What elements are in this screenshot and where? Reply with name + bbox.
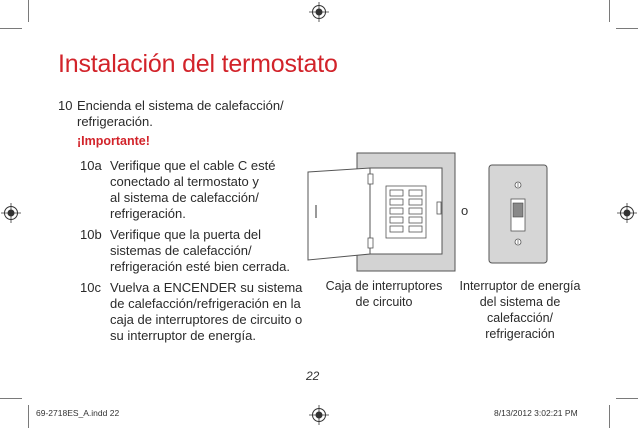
switch-caption-line: refrigeración — [485, 327, 555, 341]
crop-mark — [616, 398, 638, 399]
footer-filename: 69-2718ES_A.indd 22 — [36, 408, 120, 418]
substep-number: 10c — [80, 280, 101, 295]
substep-text-line: Verifique que la puerta del — [110, 227, 262, 242]
breaker-caption-line: de circuito — [355, 295, 413, 309]
light-switch-illustration — [486, 163, 552, 267]
substep-text-line: su interruptor de energía. — [110, 328, 256, 343]
registration-mark-icon — [617, 203, 637, 223]
step-number: 10 — [58, 98, 73, 113]
substep-text-line: Verifique que el cable C esté — [110, 158, 276, 173]
substep-text-line: conectado al termostato y — [110, 174, 259, 189]
substep-number: 10b — [80, 227, 102, 242]
substep-text-line: refrigeración esté bien cerrada. — [110, 259, 290, 274]
page-title: Instalación del termostato — [58, 50, 338, 78]
step-text-line: Encienda el sistema de calefacción/ — [77, 98, 284, 113]
breaker-box-illustration — [300, 150, 460, 275]
crop-mark — [0, 398, 22, 399]
important-label: ¡Importante! — [77, 134, 150, 148]
crop-mark — [609, 0, 610, 22]
crop-mark — [609, 405, 610, 428]
substep-text-line: refrigeración. — [110, 206, 186, 221]
breaker-caption-line: Caja de interruptores — [325, 279, 443, 293]
substep-text-line: de calefacción/refrigeración en la — [110, 296, 301, 311]
footer-timestamp: 8/13/2012 3:02:21 PM — [494, 408, 578, 418]
or-label: o — [461, 203, 469, 218]
substep-text-line: al sistema de calefacción/ — [110, 190, 259, 205]
crop-mark — [0, 28, 22, 29]
switch-caption-line: del sistema de — [479, 295, 561, 309]
registration-mark-icon — [309, 405, 329, 425]
switch-caption-line: Interruptor de energía — [459, 279, 581, 293]
crop-mark — [28, 0, 29, 22]
substep-number: 10a — [80, 158, 102, 173]
substep-text-line: sistemas de calefacción/ — [110, 243, 252, 258]
crop-mark — [616, 28, 638, 29]
crop-mark — [28, 405, 29, 428]
step-text-line: refrigeración. — [77, 114, 153, 129]
switch-caption-line: calefacción/ — [486, 311, 553, 325]
registration-mark-icon — [1, 203, 21, 223]
substep-text-line: Vuelva a ENCENDER su sistema — [110, 280, 303, 295]
page-number: 22 — [306, 369, 320, 383]
registration-mark-icon — [309, 2, 329, 22]
substep-text-line: caja de interruptores de circuito o — [110, 312, 303, 327]
